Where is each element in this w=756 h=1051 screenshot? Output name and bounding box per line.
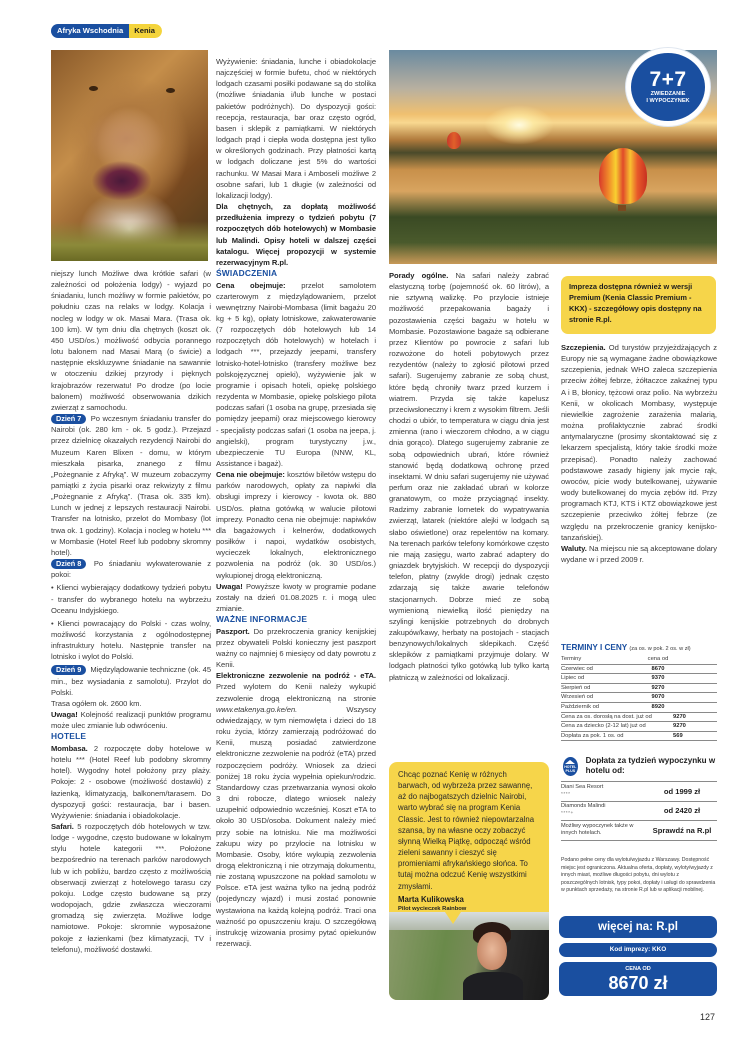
quote-author: Marta Kulikowska — [398, 894, 464, 904]
price-label: CENA OD — [625, 966, 651, 972]
meals-paragraph: Wyżywienie: śniadania, lunche i obiadokolacje najczęściej w formie bufetu, choć w niektórych lodgach czasami posiłki podawane są do stolika (możliwe śniadania i/lub lunche w postaci pakietów podróżnych). Do dyspozycji gości: recepcja, restauracja, bar oraz często ogród, basen i sklepik z pamiątkami. W niektórych lodgach prąd i ciepła woda dostępna jest tylko w określonych godzinach. Przy płatności kartą w lodgach doliczane jest 5% do wartości rachunku. W Masai Mara i Amboseli możliwe 2 osobne safari, lub 1 długie (w zależności od lokalizacji lodgy). — [216, 57, 376, 200]
table-header: Terminy cena od — [561, 655, 717, 665]
route-total: Trasa ogółem ok. 2600 km. — [51, 698, 142, 708]
guide-quote-box — [389, 762, 549, 1000]
day-badge: Dzień 8 — [51, 559, 86, 569]
table-row: Sierpień od 9270 — [561, 684, 717, 694]
passport-info: Paszport. Do przekroczenia granicy kenijskiej przez obywateli Polski konieczny jest paszport ważny co najmniej 6 miesięcy od daty powrotu z Kenii. — [216, 626, 376, 670]
table-row: Dopłata za pok. 1 os. od 569 — [561, 732, 717, 742]
price-warning: Uwaga! Powyższe kwoty w programie podane zostały na dzień 01.08.2025 r. i mogą ulec zmianie. — [216, 581, 376, 614]
quote-role: Pilot wycieczek Rainbow — [398, 905, 467, 912]
country-tag[interactable]: Kenia — [129, 24, 162, 38]
table-row: Lipiec od 9370 — [561, 674, 717, 684]
vaccinations: Szczepienia. Od turystów przyjeżdżających z Europy nie są wymagane żadne obowiązkowe szczepienia, jednak WHO zaleca szczepienia przeciw żółtej febrze, żółtaczce zakaźnej typu A i B, błonicy, tężcowi oraz polio. Na wybrzeżu Kenii, w okolicach Mombasy, występuje niewielkie zagrożenie zarażenia malarią, można profilaktycznie zabrać środki antymalaryczne (prosimy skontaktować się z lekarzem specjalistą, który takie środki może przepisać). Ponadto należy zachować podstawowe zasady higieny jak mycie rąk, owoców, picie wody butelkowanej, używanie wody butelkowanej do mycia zębów itd. Przy programach KTJ, KTS i KTZ obowiązkowe jest szczepienie przeciwko żółtej febrze (ze względu na przekroczenie granicy kenijsko-tanzańskiej). — [561, 343, 718, 542]
premium-info-box: Impreza dostępna również w wersji Premium (Kenia Classic Premium - KKX) - szczegółowy opis dostępny na stronie R.pl. — [561, 276, 716, 334]
tour-code-badge: Kod imprezy: KKO — [559, 943, 717, 957]
breadcrumb — [51, 24, 162, 38]
speech-bubble-tail — [445, 912, 461, 924]
page-number: 127 — [700, 1012, 716, 1022]
general-tips: Porady ogólne. Na safari należy zabrać elastyczną torbę (pojemność ok. 60 litrów), a nie sztywną walizkę. Po przylocie istnieje możliwość przepakowania bagaży i pozostawienia części bagażu w hotelu w Mombasie. Pozostawione bagaże są odbierane przez Klientów po powrocie z safari lub rozwożone do hoteli pobytowych przez rezydentów (należy to zgłosić pilotowi przed safari). Sugerujemy zabranie ze sobą chust, które będą chroniły twarz przed kurzem i wiatrem. Przyda się także kapelusz przeciwsłoneczny i krem z wysokim filtrem. Jeśli chodzi o ubiór, to temperatura w ciągu dnia jest zmienna (rano i wieczorem chłodno, a w ciągu dnia gorąco). Dlatego sugerujemy zabranie ze sobą odpowiednich ubrań, które również stanowić będą dodatkową ochronę przed insektami. W dniu safari sugerujemy nie używać perfum oraz nie zakładać ubrań w kolorze granatowym, co może przyciągnąć insekty. Radzimy zabranie lornetek do wypatrywania zwierząt, latarek (niektóre alejki w lodgach są słabo oświetlone) oraz repelentów na komary. Na terenach parków telefony komórkowe często nie mają zasięgu, warto zabrać adaptery do gniazdek brytyjskich. W recepcji do dyspozycji telefon, płatny (zwykle drogi) jednak często zdarzają się także awarie telefonów stacjonarnych. Dobrze mieć ze sobą wymienioną niewielką ilość pieniędzy na szylingi kenijskie potrzebnych do drobnych zakupów/kawy, herbaty na postojach - stacjach benzynowych/lokalnych sklepikach. Część sklepików z pamiątkami przyjmuje dolary. W lodgach płatności tylko gotówką lub tylko kartą płatniczą w zależności od lokalizacji. — [389, 271, 550, 682]
services-heading: ŚWIADCZENIA — [216, 268, 278, 278]
hotels-heading: HOTELE — [51, 731, 87, 742]
day8-bullet: • Klienci powracający do Polski - czas wolny, możliwość korzystania z ogólnodostępnej infrastruktury hotelu. Następnie transfer na lotnisko i wylot do Polski. — [51, 618, 211, 662]
badge-number: 7+7 — [649, 68, 687, 91]
price-badge — [559, 962, 717, 996]
terms-subtitle: (za os. w pok. 2 os. w zł) — [629, 646, 691, 652]
table-row: Czerwiec od 8670 — [561, 665, 717, 675]
balloon-basket — [618, 205, 626, 211]
hotel-name: Diamonds Malindi — [561, 803, 606, 810]
table-row: Październik od 8920 — [561, 703, 717, 713]
hotel-price: od 2420 zł — [663, 806, 701, 816]
table-row: Wrzesień od 9070 — [561, 693, 717, 703]
sun — [484, 105, 554, 145]
lion-eye — [166, 88, 175, 93]
day6-continuation: niejszy lunch Możliwe dwa krótkie safari (w zależności od położenia lodgy) - wyjazd po śniadaniu, lunch możliwy w formie pakietów, po południu czas na relaks w lodgy. Kolacja i nocleg w lodgy w ok. Masai Mara. (Trasa ok. 100 km). W tym dniu dla chętnych (koszt ok. 450 USD/os.) możliwość odbycia porannego lotu balonem nad Masai Marą (o świcie) a następnie ekskluzywne śniadanie na sawannie w otoczeniu dzikiej przyrody i pięknych krajobrazów rezerwatu! Po drodze (po locie balonem) możliwość obserwowania dzikich zwierząt z samochodu. — [51, 269, 211, 412]
hotel-row[interactable] — [561, 782, 717, 802]
currency-info: Waluty. Na miejscu nie są akceptowane dolary wydane w i przed 2009 r. — [561, 543, 717, 564]
price-excludes: Cena nie obejmuje: kosztów biletów wstępu do parków narodowych, opłaty za napiwki dla obsługi imprezy i kierowcy - kwota ok. 880 USD/os. płatna gotówką w walucie pilotowi imprezy. Ponadto cena nie obejmuje: napiwków dla bagażowych i kelnerów, dodatkowych posiłków i napoi, wydatków osobistych, wycieczek lokalnych, elektronicznego pozwolenia na podróż (ok. 30 USD/os.) wykupionej drogą elektroniczną. — [216, 470, 376, 580]
grass — [51, 221, 208, 261]
column-1a — [216, 56, 376, 268]
hotel-stars: ****+ — [561, 811, 574, 817]
price-includes: Cena obejmuje: przelot samolotem czarterowym z międzylądowaniem, przelot wewnętrzny Nairobi-Mombasa (limit bagażu 20 kg + 5 kg), opłaty lotniskowe, zakwaterowanie (7 rozpoczętych dób hotelowych lub 14 rozpoczętych dób hotelowych) w hotelach i lodgach ***, przejazdy jeepami, transfery lotnisko-hotel-lotnisko (transfery możliwe bez polskojęzycznej opieki), wyżywienie jak w programie i opisach hoteli, opiekę polskiego rezydenta w Mombasie, opiekę polskiego pilota podczas safari (1 osoba na grupę, przesiada się pomiędzy jeepami) oraz miejscowego kierowcy - specjalisty podczas safari (1 osoba na jeepa, j. angielski), program turystyczny j.w., ubezpieczenie TU Europa (NNW, KL, Assistance i bagaż). — [216, 280, 377, 468]
safari-lodges: Safari. 5 rozpoczętych dób hotelowych w tzw. lodge - wygodne, często budowane w lokalnym stylu hotele kategorii ***. Położone bezpośrednio na terenach parków narodowych lub w ich pobliżu, bardzo często z możliwością obserwacji zwierząt z hotelowego tarasu czy pokoju. Lodge często budowane są przy wodopojach, gdzie zwłaszcza wieczorami gromadzą się zwierzęta. Możliwe lodge namiotowe. Pokoje: skromnie wyposażone pokoje z łazienkami (bez klimatyzacji, TV i telefonu), możliwość dostawki. — [51, 822, 211, 954]
badge-line: I WYPOCZYNEK — [646, 98, 690, 104]
more-info-button[interactable]: więcej na: R.pl — [559, 916, 717, 938]
eta-info: Elektroniczne zezwolenie na podróż - eTA. Przed wylotem do Kenii należy wykupić zezwolenie drogą elektroniczną na stronie www.etakenya.go.ke/en. Wszyscy odwiedzający, w tym niemowlęta i dzieci do 18 roku życia, którzy zamierzają podróżować do Kenii, muszą posiadać zatwierdzone elektroniczne zezwolenie na podróż (eTA) przed rozpoczęciem podróży. Wniosek za dzieci poniżej 18 roku życia wypełnia opiekun/rodzic. Standardowy czas przetwarzania wynosi około 3 dni robocze, dlatego wniosek należy uzupełnić odpowiednio wcześniej. Koszt eTA to około 30 USD/osoba. Dokument należy mieć przy sobie na lotnisku. Nie ma możliwości zakupu wizy po przylocie na lotnisku w Mombasie. Osoby, które wykupią zezwolenia drogą elektroniczną i nie otrzymają dokumentu, nie zostaną wpuszczone na pokład samolotu w Polsce. eTA jest ważna tylko na jedną podróż (pojedynczy wjazd) i musi zostać ponownie wystawiona na każdą kolejną podróż. Traci ona ważność po opuszczeniu kraju. O szczegółową instrukcję wizowania prosimy pytać opiekunów rezerwacji. — [216, 671, 376, 949]
hotel-name: Możliwy wypoczynek także w innych hotelach. — [561, 823, 634, 837]
table-row: Cena za os. dorosłą na dost. już od 9270 — [561, 713, 717, 723]
region-tag[interactable]: Afryka Wschodnia — [51, 24, 129, 38]
program-badge — [621, 48, 715, 130]
day7-paragraph: Dzień 7 Po wczesnym śniadaniu transfer do Nairobi (ok. 280 km - ok. 5 godz.). Przejazd przez dzielnicę okazałych rezydencji Nairobi do Muzeum Karen Blixen - domu, w którym mieszkała pisarka, znanego z filmu „Pożegnanie z Afryką”. W muzeum zobaczymy pamiątki z życia pisarki oraz rekwizyty z filmu „Pożegnanie z Afryką”. (Trasa ok. 335 km). Lunch w jednej z lepszych restauracji Nairobi. Transfer na lotnisko, przelot do Mombasy (lot trwa ok. 1 godziny). Kolacja i nocleg w hotelu *** w Mombasie (Hotel Reef lub podobny skromny hotel). — [51, 414, 212, 557]
quote-text: Chcąc poznać Kenię w różnych barwach, od wybrzeża przez sawannę, aż do najbogatszych dzielnic Nairobi, warto wybrać się na program Kenia Classic. Jest to również niepowtarzalna szansa, by na własne oczy zobaczyć słynną Wielką Piątkę, odpocząć wśród zieleni sawanny i cieszyć się promieniami afrykańskiego słońca. To tutaj można odczuć Kenię wszystkimi zmysłami. — [398, 770, 535, 891]
fine-print: Podano pełne ceny dla wylotu/wyjazdu z Warszawy. Dostępność miejsc jest ograniczona. Aktualna oferta, dopłaty, wyloty/wyjazdy z innych miast, możliwe długości pobytu, dni wylotu z poszczególnych lotnisk, typy pokoi, dopłaty i usługi do sprawdzenia w punktach sprzedaży, na stronie R.pl lub w aplikacji mobilnej. — [561, 857, 716, 894]
column-3 — [389, 270, 549, 683]
hotel-row[interactable] — [561, 802, 717, 822]
day8-paragraph: Dzień 8 Po śniadaniu wykwaterowanie z pokoi: — [51, 559, 212, 580]
table-row: Cena za dziecko (2-12 lat) już od 9270 — [561, 722, 717, 732]
hotel-plus-title: Dopłata za tydzień wypoczynku w hotelu od: — [585, 755, 716, 775]
lion-eye — [89, 86, 98, 91]
terms-table — [561, 642, 717, 741]
balloon — [599, 148, 647, 204]
day-badge: Dzień 9 — [51, 665, 86, 675]
hotel-plus-list — [561, 781, 717, 841]
hotel-stars: **** — [561, 791, 571, 797]
column-2 — [216, 268, 376, 949]
program-note: Uwaga! Kolejność realizacji punktów programu może ulec zmianie lub odwróceniu. — [51, 710, 211, 731]
lion-photo — [51, 50, 208, 261]
mombasa-hotel: Mombasa. 2 rozpoczęte doby hotelowe w hotelu *** (Hotel Reef lub podobny skromny hotel). Wygodny hotel położony przy plaży. Pokoje: 2 - osobowe (możliwość dostawki) z łazienką, klimatyzacją, balkonem/tarasem. Do dyspozycji gości: restauracja, bar i basen. Wyżywienie: śniadania i obiadokolacje. — [51, 743, 212, 820]
badge-line: ZWIEDZANIE — [650, 91, 686, 97]
hotel-name: Diani Sea Resort — [561, 783, 604, 790]
price-value: 8670 zł — [608, 973, 668, 993]
hotel-row[interactable] — [561, 821, 717, 841]
check-link[interactable]: Sprawdź na R.pl — [652, 825, 712, 835]
info-heading: WAŻNE INFORMACJE — [216, 614, 308, 625]
day-badge: Dzień 7 — [51, 414, 86, 424]
terms-title: TERMINY I CENY — [561, 643, 628, 652]
guide-photo — [389, 912, 549, 1000]
column-1b — [51, 268, 211, 955]
extension-paragraph: Dla chętnych, za dopłatą możliwość przedłużenia imprezy o tydzień pobytu (7 rozpoczętych dób hotelowych) w Mombasie lub Malindi. Opisy hoteli w dalszej części katalogu. Więcej propozycji w systemie rezerwacyjnym R.pl. — [216, 202, 376, 267]
balloon — [447, 132, 461, 149]
hotel-price: od 1999 zł — [663, 786, 701, 796]
day9-paragraph: Dzień 9 Międzylądowanie techniczne (ok. 45 min., bez wysiadania z samolotu). Przylot do Polski. — [51, 665, 211, 697]
day8-bullet: • Klienci wybierający dodatkowy tydzień pobytu - transfer do wybranego hotelu na wybrzeżu Oceanu Indyjskiego. — [51, 583, 211, 615]
column-4 — [561, 342, 717, 565]
eta-link[interactable]: www.etakenya.go.ke/en. — [216, 704, 298, 714]
hotel-plus-header — [561, 752, 717, 780]
hotel-plus-icon: HOTEL PLUS — [563, 757, 578, 776]
